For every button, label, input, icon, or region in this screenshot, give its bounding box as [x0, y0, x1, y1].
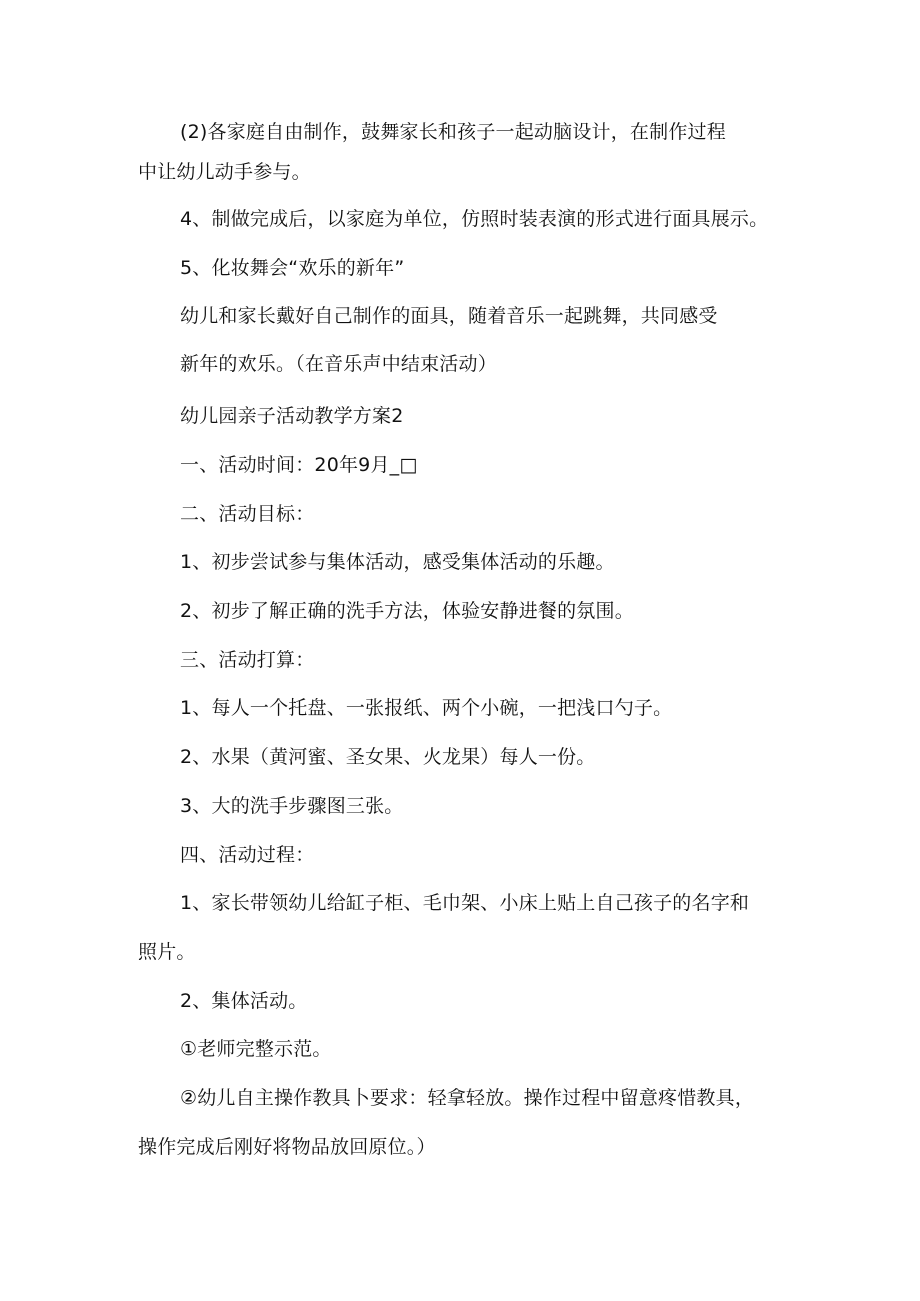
section-heading: 三、活动打算： — [180, 649, 315, 671]
paragraph-line: 新年的欢乐。（在音乐声中结束活动） — [180, 353, 497, 375]
paragraph-line: 2、水果（黄河蜜、圣女果、火龙果）每人一份。 — [180, 746, 596, 768]
paragraph-line: 幼儿和家长戴好自己制作的面具，随着音乐一起跳舞，共同感受 — [180, 305, 718, 327]
paragraph-line: 照片。 — [138, 941, 196, 963]
paragraph-line: 2、初步了解正确的洗手方法，体验安静进餐的氛围。 — [180, 600, 634, 622]
paragraph-line: 中让幼儿动手参与。 — [138, 161, 311, 183]
paragraph-line: 2、集体活动。 — [180, 990, 308, 1012]
paragraph-line: 一、活动时间：20年9月_□ — [180, 454, 418, 476]
paragraph-line: 4、制做完成后，以家庭为单位，仿照时装表演的形式进行面具展示。 — [180, 208, 769, 230]
paragraph-line: 1、家长带领幼儿给缸子柜、毛巾架、小床上贴上自己孩子的名字和 — [180, 892, 750, 914]
section-title: 幼儿园亲子活动教学方案2 — [180, 405, 404, 427]
paragraph-line: (2)各家庭自由制作，鼓舞家长和孩子一起动脑设计，在制作过程 — [180, 121, 726, 143]
paragraph-line: 操作完成后刚好将物品放回原位。） — [138, 1136, 436, 1158]
section-heading: 四、活动过程： — [180, 844, 315, 866]
paragraph-line: ②幼儿自主操作教具卜要求：轻拿轻放。操作过程中留意疼惜教具， — [180, 1087, 755, 1109]
paragraph-line: 1、初步尝试参与集体活动，感受集体活动的乐趣。 — [180, 551, 615, 573]
section-heading: 二、活动目标： — [180, 503, 315, 525]
paragraph-line: ①老师完整示范。 — [180, 1038, 332, 1060]
paragraph-line: 1、每人一个托盘、一张报纸、两个小碗，一把浅口勺子。 — [180, 697, 673, 719]
paragraph-line: 3、大的洗手步骤图三张。 — [180, 795, 404, 817]
paragraph-line: 5、化妆舞会“欢乐的新年” — [180, 257, 405, 279]
